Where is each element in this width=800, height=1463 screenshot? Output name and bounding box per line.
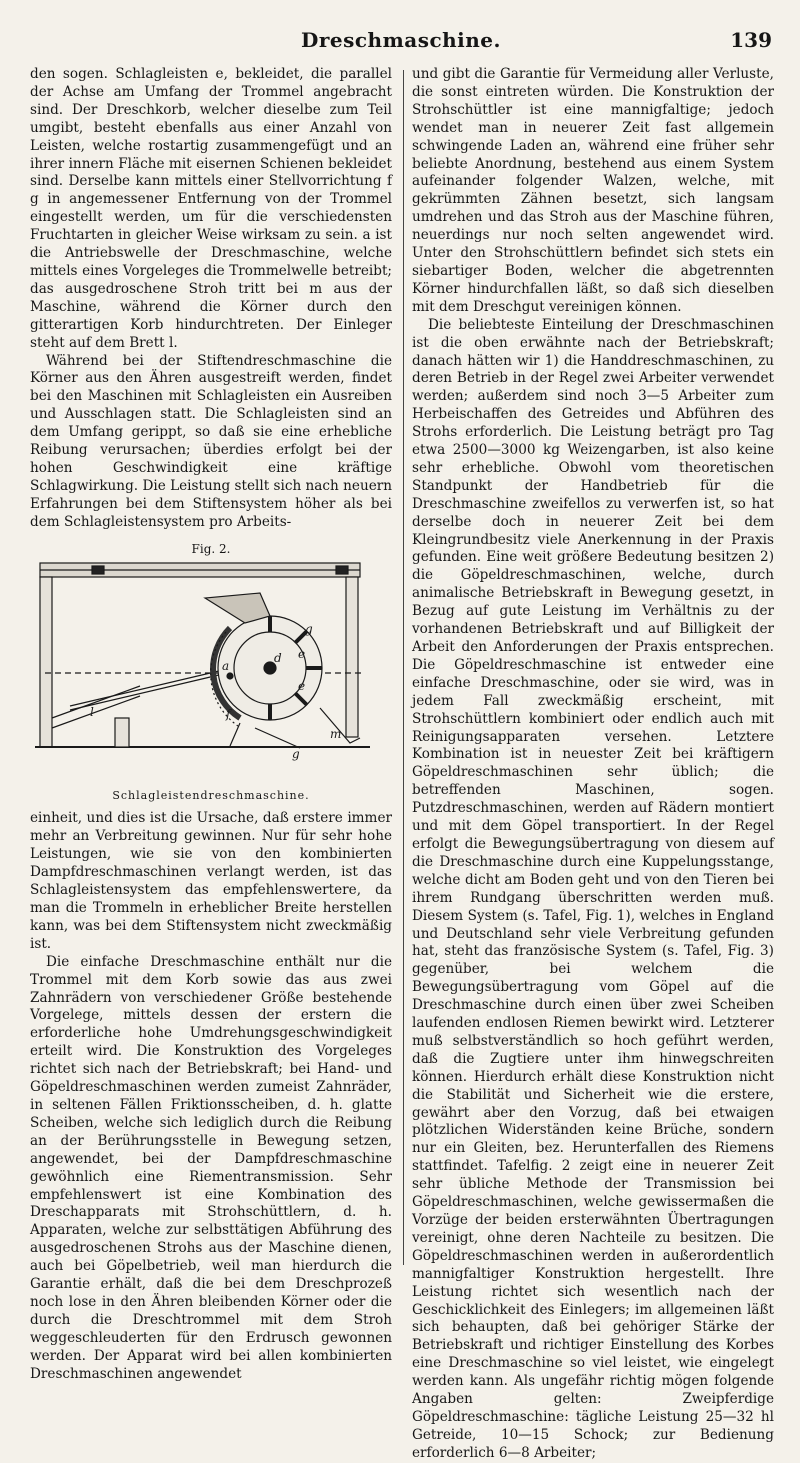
figure-letter-e: e [298, 646, 306, 661]
figure-letter-m: m [330, 726, 342, 741]
paragraph: einheit, und dies ist die Ursache, daß erstere immer mehr an Verbreitung gewinnen. Nur für sehr hohe Leistungen, wie sie von den kombinierten Dampfdreschmaschinen verlangt werden, ist das Schlagleistensystem das empfehlenswertere, da man die Trommeln in erheblicher Breite herstellen kann, was bei dem Stiftensystem nicht zweckmäßig ist. [30, 810, 392, 952]
figure-letter-l: l [90, 704, 94, 719]
figure-letter-e: e [298, 678, 306, 693]
paragraph: Die beliebteste Einteilung der Dreschmaschinen ist die oben erwähnte nach der Betriebskraft; danach hätten wir 1) die Handdreschmaschinen, zu deren Betrieb in der Regel zwei Arbeiter verwendet werden; außerdem sind noch 3—5 Arbeiter zum Herbeischaffen des Getreides und Abführen des Strohs erforderlich. Die Leistung beträgt pro Tag etwa 2500—3000 kg Weizengarben, ist also keine sehr erhebliche. Obwohl vom theoretischen Standpunkt der Handbetrieb für die Dreschmaschine zweifellos zu verwerfen ist, so hat derselbe doch in neuerer Zeit bei dem Kleingrundbesitz viele Anerkennung in der Praxis gefunden. Eine weit größere Bedeutung besitzen 2) die Göpeldreschmaschinen, welche, durch animalische Betriebskraft in Bewegung gesetzt, in Bezug auf gute Leistung im Verhältnis zu der vorhandenen Betriebskraft und auf Billigkeit der Arbeit den Anforderungen der Praxis entsprechen. Die Göpeldreschmaschine ist entweder eine einfache Dreschmaschine, oder sie wird, was in jedem Fall zweckmäßig erscheint, mit Strohschüttlern kombiniert oder endlich auch mit Reinigungsapparaten versehen. Letztere Kombination ist in neuester Zeit bei kräftigern Göpeldreschmaschinen sehr üblich; die betreffenden Maschinen, sogen. Putzdreschmaschinen, werden auf Rädern montiert und mit dem Göpel transportiert. In der Regel erfolgt die Bewegungsübertragung von diesem auf die Dreschmaschine durch eine Kuppelungsstange, welche dicht am Boden geht und von den Tieren bei ihrem Rundgang überschritten werden muß. Diesem System (s. Tafel, Fig. 1), welches in England und Deutschland sehr viele Verbreitung gefunden hat, steht das französische System (s. Tafel, Fig. 3) gegenüber, bei welchem die Bewegungsübertragung vom Göpel auf die Dreschmaschine durch einen über zwei Scheiben laufenden endlosen Riemen bewirkt wird. Letzterer muß selbstverständlich so hoch geführt werden, daß die Zugtiere unter ihm hinwegschreiten können. Hierdurch erhält diese Konstruktion nicht die Stabilität und Sicherheit wie die erstere, gewährt aber den Vorzug, daß bei etwaigen plötzlichen Widerständen keine Brüche, sondern nur ein Gleiten, bez. Herunterfallen des Riemens stattfindet. Tafelfig. 2 zeigt eine in neuerer Zeit sehr übliche Methode der Transmission bei Göpeldreschmaschinen, welche gewissermaßen die Vorzüge der beiden ersterwähnten Übertragungen vereinigt, ohne deren Nachteile zu besitzen. Die Göpeldreschmaschinen werden in außerordentlich mannigfaltiger Konstruktion hergestellt. Ihre Leistung richtet sich wesentlich nach der Geschicklichkeit des Einlegers; im allgemeinen läßt sich behaupten, daß bei gehöriger Stärke der Betriebskraft und richtiger Einstellung des Korbes eine Dreschmaschine so viel leistet, wie eingelegt werden kann. Als ungefähr richtig mögen folgende Angaben gelten: Zweipferdige Göpeldreschmaschine: tägliche Leistung 25—32 hl Getreide, 10—15 Schock; zur Bedienung erforderlich 6—8 Arbeiter; [412, 316, 774, 1461]
threshing-machine-illustration [30, 558, 392, 783]
figure-label: Fig. 2. [191, 541, 231, 556]
paragraph: Während bei der Stiftendreschmaschine die Körner aus den Ähren ausgestreift werden, findet bei den Maschinen mit Schlagleisten ein Ausreiben und Ausschlagen statt. Die Schlagleisten sind an dem Umfang gerippt, so daß sie eine erhebliche Reibung verursachen; überdies erfolgt bei der hohen Geschwindigkeit eine kräftige Schlagwirkung. Die Leistung stellt sich nach neuern Erfahrungen bei dem Stiftensystem höher als bei dem Schlagleistensystem pro Arbeits- [30, 352, 392, 530]
page-number: 139 [730, 28, 772, 52]
left-column [30, 66, 392, 1383]
figure-letter-d: d [274, 650, 282, 665]
page-title: Dreschmaschine. [300, 28, 501, 52]
figure-letter-a: a [222, 658, 230, 673]
figure-letter-f: f [226, 706, 231, 721]
paragraph: Die einfache Dreschmaschine enthält nur die Trommel mit dem Korb sowie das aus zwei Zahnrädern von verschiedener Größe bestehende Vorgelege, mittels dessen der erstern die erforderliche hohe Umdrehungsgeschwindigkeit erteilt wird. Die Konstruktion des Vorgeleges richtet sich nach der Betriebskraft; bei Hand- und Göpeldreschmaschinen werden zumeist Zahnräder, in seltenen Fällen Friktionsscheiben, d. h. glatte Scheiben, welche sich lediglich durch die Reibung an der Berührungsstelle in Bewegung setzen, angewendet, bei der Dampfdreschmaschine gewöhnlich eine Riementransmission. Sehr empfehlenswert ist eine Kombination des Dreschapparats mit Strohschüttlern, d. h. Apparaten, welche zur selbsttätigen Abführung des ausgedroschenen Strohs aus der Maschine dienen, auch bei Göpelbetrieb, weil man hierdurch die Garantie erhält, daß die bei dem Dreschprozeß noch lose in den Ähren bleibenden Körner oder die durch die Dreschtrommel mit dem Stroh weggeschleuderten für den Erdrusch gewonnen werden. Der Apparat wird bei allen kombinierten Dreschmaschinen angewendet [30, 953, 392, 1382]
paragraph: den sogen. Schlagleisten e, bekleidet, die parallel der Achse am Umfang der Trommel angebracht sind. Der Dreschkorb, welcher dieselbe zum Teil umgibt, besteht ebenfalls aus einer Anzahl von Leisten, welche rostartig zusammengefügt und an ihrer innern Fläche mit eisernen Schienen bekleidet sind. Derselbe kann mittels einer Stellvorrichtung f g in angemessener Entfernung von der Trommel eingestellt werden, um für die verschiedensten Fruchtarten in gleicher Weise wirksam zu sein. a ist die Antriebswelle der Dreschmaschine, welche mittels eines Vorgeleges die Trommelwelle betreibt; das ausgedroschene Stroh tritt bei m aus der Maschine, während die Körner durch den gitterartigen Korb hindurchtreten. Der Einleger steht auf dem Brett l. [30, 66, 392, 351]
figure-letter-g: g [305, 621, 313, 636]
figure-caption: Schlagleistendreschmaschine. [112, 788, 310, 802]
paragraph: und gibt die Garantie für Vermeidung aller Verluste, die sonst eintreten würden. Die Konstruktion der Strohschüttler ist eine mannigfaltige; jedoch wendet man in neuerer Zeit fast allgemein schwingende Laden an, während eine früher sehr beliebte Anordnung, bestehend aus einem System aufeinander folgender Walzen, welche, mit gekrümmten Zähnen besetzt, sich langsam umdrehen und das Stroh aus der Maschine führen, neuerdings nur noch selten angewendet wird. Unter den Strohschüttlern befindet sich stets ein siebartiger Boden, welcher die abgetrennten Körner hindurchfallen läßt, so daß sich dieselben mit dem Dreschgut vereinigen können. [412, 66, 774, 315]
column-divider [403, 70, 404, 1265]
page-header [30, 28, 772, 58]
figure-threshing-machine [30, 540, 392, 805]
right-column [412, 66, 774, 1463]
figure-letter-g: g [292, 746, 300, 761]
